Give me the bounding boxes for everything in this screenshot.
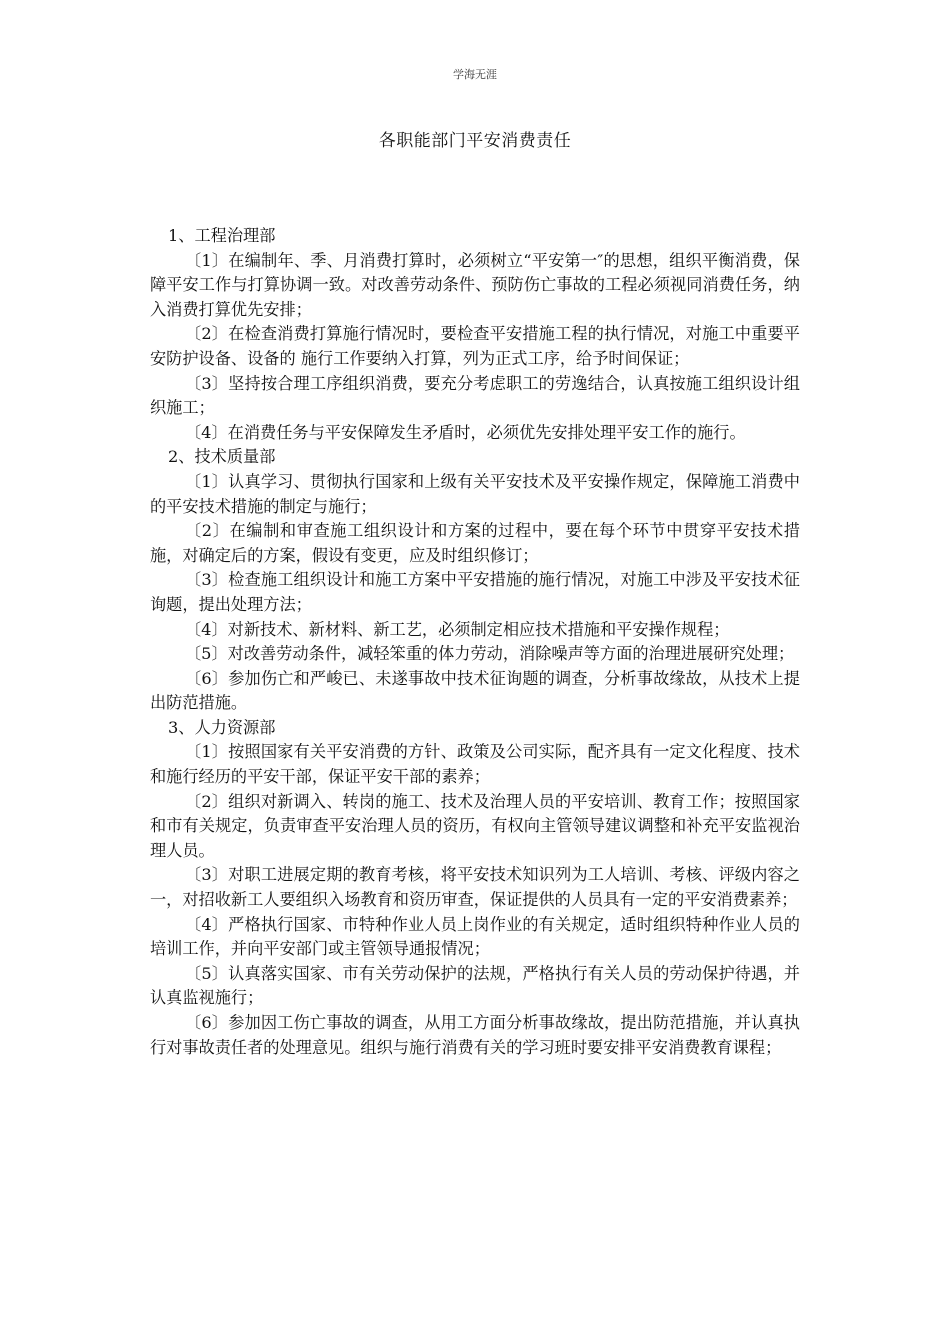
paragraph: 〔1〕按照国家有关平安消费的方针、政策及公司实际，配齐具有一定文化程度、技术和施行经历的平安干部，保证平安干部的素养； (150, 742, 800, 787)
paragraph: 〔5〕对改善劳动条件，减轻笨重的体力劳动，消除噪声等方面的治理进展研究处理； (185, 644, 795, 664)
paragraph: 〔6〕参加因工伤亡事故的调查，从用工方面分析事故缘故，提出防范措施，并认真执行对事故责任者的处理意见。组织与施行消费有关的学习班时要安排平安消费教育课程； (150, 1013, 800, 1057)
paragraph: 〔3〕检查施工组织设计和施工方案中平安措施的施行情况，对施工中涉及平安技术征询题，提出处理方法； (150, 570, 800, 614)
paragraph: 〔4〕对新技术、新材料、新工艺，必须制定相应技术措施和平安操作规程； (185, 619, 730, 639)
section-heading: 2、技术质量部 (168, 447, 276, 467)
document-title: 各职能部门平安消费责任 (378, 131, 572, 151)
paragraph: 〔5〕认真落实国家、市有关劳动保护的法规，严格执行有关人员的劳动保护待遇，并认真监视施行； (150, 963, 800, 1008)
page-header: 学海无涯 (453, 68, 497, 81)
section-heading: 1、工程治理部 (168, 226, 276, 245)
paragraph: 〔3〕对职工进展定期的教育考核，将平安技术知识列为工人培训、考核、评级内容之一，对招收新工人要组织入场教育和资历审查，保证提供的人员具有一定的平安消费素养； (150, 865, 800, 910)
paragraph: 〔3〕坚持按合理工序组织消费，要充分考虑职工的劳逸结合，认真按施工组织设计组织施工； (150, 373, 800, 418)
paragraph: 〔1〕认真学习、贯彻执行国家和上级有关平安技术及平安操作规定，保障施工消费中的平安技术措施的制定与施行； (150, 471, 800, 516)
paragraph: 〔4〕在消费任务与平安保障发生矛盾时，必须优先安排处理平安工作的施行。 (185, 422, 746, 442)
paragraph: 〔2〕在检查消费打算施行情况时，要检查平安措施工程的执行情况，对施工中重要平安防护设备、设备的 施行工作要纳入打算，列为正式工序，给予时间保证； (150, 324, 800, 368)
paragraph: 〔2〕组织对新调入、转岗的施工、技术及治理人员的平安培训、教育工作；按照国家和市有关规定，负责审查平安治理人员的资历，有权向主管领导建议调整和补充平安监视治理人员。 (150, 791, 800, 860)
paragraph: 〔6〕参加伤亡和严峻已、未遂事故中技术征询题的调查，分析事故缘故，从技术上提出防范措施。 (150, 668, 800, 713)
section-heading: 3、人力资源部 (168, 717, 276, 737)
paragraph: 〔4〕严格执行国家、市特种作业人员上岗作业的有关规定，适时组织特种作业人员的培训工作，并向平安部门或主管领导通报情况； (150, 914, 800, 959)
paragraph: 〔2〕在编制和审查施工组织设计和方案的过程中，要在每个环节中贯穿平安技术措施，对确定后的方案，假设有变更，应及时组织修订； (150, 521, 800, 565)
paragraph: 〔1〕在编制年、季、月消费打算时，必须树立“平安第一″的思想，组织平衡消费，保障平安工作与打算协调一致。对改善劳动条件、预防伤亡事故的工程必须视同消费任务，纳入消费打算优先安排； (150, 250, 800, 319)
document-body (150, 224, 800, 1060)
